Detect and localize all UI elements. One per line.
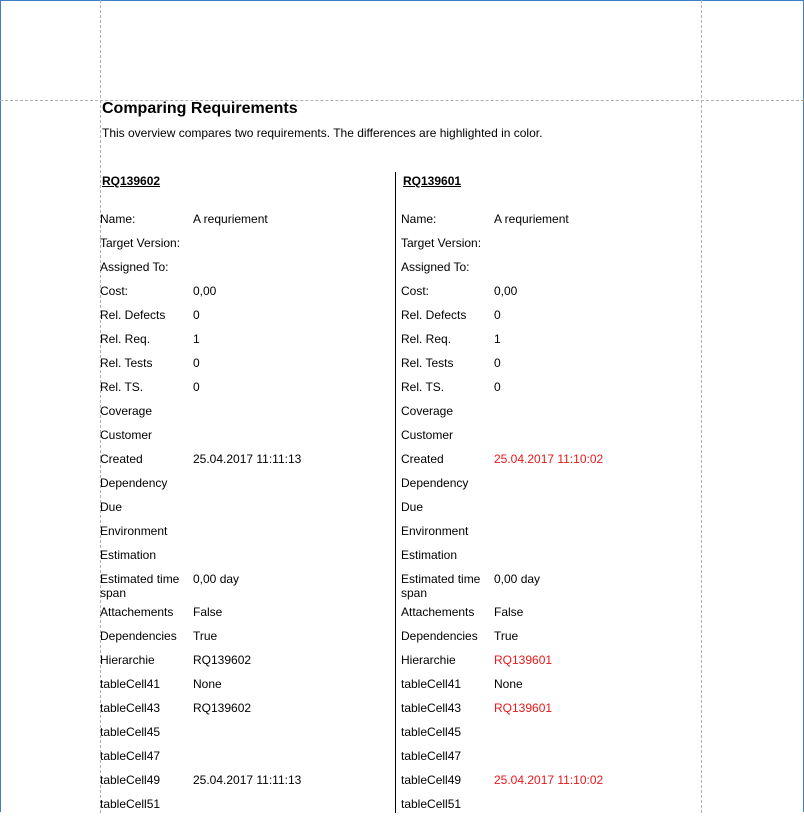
field-row xyxy=(100,279,390,303)
field-label: tableCell47 xyxy=(100,749,161,763)
field-label: tableCell51 xyxy=(100,797,161,811)
field-row xyxy=(100,471,390,495)
field-label: Rel. Req. xyxy=(100,332,151,346)
field-label: Name: xyxy=(401,212,437,226)
field-value: 25.04.2017 11:11:13 xyxy=(193,452,302,466)
field-label: Attachements xyxy=(401,605,475,619)
field-row xyxy=(100,447,390,471)
field-row xyxy=(100,648,390,672)
right-requirement-fields xyxy=(401,207,701,816)
field-label: tableCell49 xyxy=(100,773,161,787)
field-row xyxy=(401,447,701,471)
field-label: Target Version: xyxy=(401,236,482,250)
field-row xyxy=(401,375,701,399)
field-row xyxy=(100,720,390,744)
field-label: Dependencies xyxy=(100,629,177,643)
field-row xyxy=(100,231,390,255)
field-row xyxy=(100,672,390,696)
field-value: 1 xyxy=(494,332,501,346)
field-row xyxy=(100,696,390,720)
field-row xyxy=(401,792,701,816)
field-value: 1 xyxy=(193,332,200,346)
field-label: Due xyxy=(100,500,123,514)
field-row xyxy=(401,768,701,792)
field-row xyxy=(401,327,701,351)
field-row xyxy=(100,543,390,567)
field-label: tableCell45 xyxy=(100,725,161,739)
field-label: Due xyxy=(401,500,424,514)
field-value: 0 xyxy=(494,308,501,322)
field-label: tableCell45 xyxy=(401,725,462,739)
field-label: tableCell41 xyxy=(401,677,462,691)
field-row xyxy=(100,255,390,279)
field-value: None xyxy=(193,677,222,691)
field-label: Cost: xyxy=(401,284,430,298)
field-label: tableCell49 xyxy=(401,773,462,787)
field-label: Dependency xyxy=(100,476,168,490)
field-row xyxy=(100,303,390,327)
page-title: Comparing Requirements xyxy=(102,100,298,117)
field-value: False xyxy=(193,605,223,619)
field-value: False xyxy=(494,605,524,619)
field-row xyxy=(401,744,701,768)
field-row xyxy=(401,279,701,303)
field-row xyxy=(100,519,390,543)
field-value: 25.04.2017 11:10:02 xyxy=(494,452,604,466)
left-requirement-fields xyxy=(100,207,390,816)
field-row xyxy=(100,375,390,399)
field-row xyxy=(401,423,701,447)
field-row xyxy=(401,600,701,624)
field-label: Name: xyxy=(100,212,136,226)
column-divider xyxy=(395,172,396,813)
field-value: 0 xyxy=(193,308,200,322)
field-row xyxy=(401,255,701,279)
field-label: Rel. TS. xyxy=(100,380,144,394)
field-label: tableCell41 xyxy=(100,677,161,691)
field-label: tableCell51 xyxy=(401,797,462,811)
field-row xyxy=(401,351,701,375)
field-label: Created xyxy=(401,452,444,466)
field-label: Coverage xyxy=(100,404,153,418)
field-value: True xyxy=(494,629,519,643)
field-row xyxy=(401,543,701,567)
field-label: Customer xyxy=(401,428,454,442)
field-row xyxy=(401,231,701,255)
field-row xyxy=(401,672,701,696)
field-value: 0 xyxy=(193,356,200,370)
page-subtitle: This overview compares two requirements. The differences are highlighted in color. xyxy=(102,126,543,140)
field-label: Hierarchie xyxy=(401,653,456,667)
field-row xyxy=(100,567,390,600)
field-label: Rel. Defects xyxy=(100,308,166,322)
field-row xyxy=(401,399,701,423)
field-value: 0 xyxy=(193,380,200,394)
field-row xyxy=(100,600,390,624)
field-row xyxy=(401,696,701,720)
field-value: None xyxy=(494,677,523,691)
field-row xyxy=(401,648,701,672)
field-label: Target Version: xyxy=(100,236,181,250)
field-row xyxy=(100,423,390,447)
field-value: 0,00 xyxy=(193,284,217,298)
field-value: 0,00 xyxy=(494,284,518,298)
field-label: Assigned To: xyxy=(401,260,470,274)
field-label: tableCell43 xyxy=(100,701,161,715)
field-label: Environment xyxy=(401,524,469,538)
field-row xyxy=(100,327,390,351)
field-label: Rel. TS. xyxy=(401,380,445,394)
field-value: A requriement xyxy=(193,212,268,226)
field-label: Hierarchie xyxy=(100,653,155,667)
field-row xyxy=(100,399,390,423)
field-label: Estimation xyxy=(100,548,157,562)
right-requirement-id[interactable]: RQ139601 xyxy=(403,174,462,188)
field-value: True xyxy=(193,629,218,643)
field-row xyxy=(100,207,390,231)
field-row xyxy=(401,624,701,648)
field-label: Environment xyxy=(100,524,168,538)
field-label: Customer xyxy=(100,428,153,442)
field-label: Attachements xyxy=(100,605,174,619)
field-row xyxy=(401,519,701,543)
field-row xyxy=(401,495,701,519)
field-row xyxy=(401,207,701,231)
field-label: Dependencies xyxy=(401,629,478,643)
field-value: A requriement xyxy=(494,212,569,226)
field-label: Dependency xyxy=(401,476,469,490)
field-row xyxy=(401,567,701,600)
field-label: Estimation xyxy=(401,548,458,562)
field-value: 0 xyxy=(494,356,501,370)
field-value: 0,00 day xyxy=(494,572,541,586)
field-value: 0 xyxy=(494,380,501,394)
field-row xyxy=(100,792,390,816)
field-row xyxy=(100,744,390,768)
field-label: Rel. Req. xyxy=(401,332,452,346)
field-row xyxy=(401,720,701,744)
field-value: 25.04.2017 11:10:02 xyxy=(494,773,604,787)
field-value: RQ139602 xyxy=(193,701,252,715)
field-value: RQ139602 xyxy=(193,653,252,667)
field-label: tableCell43 xyxy=(401,701,462,715)
field-label: Rel. Tests xyxy=(100,356,153,370)
field-row xyxy=(100,768,390,792)
field-label: Cost: xyxy=(100,284,129,298)
field-row xyxy=(100,495,390,519)
field-value: 0,00 day xyxy=(193,572,240,586)
field-value: 25.04.2017 11:11:13 xyxy=(193,773,302,787)
field-label: Assigned To: xyxy=(100,260,169,274)
field-label: Rel. Tests xyxy=(401,356,454,370)
field-row xyxy=(401,471,701,495)
field-label: Created xyxy=(100,452,143,466)
field-row xyxy=(401,303,701,327)
field-label: Coverage xyxy=(401,404,454,418)
field-label: Rel. Defects xyxy=(401,308,467,322)
left-requirement-id[interactable]: RQ139602 xyxy=(102,174,161,188)
field-label: Estimated time span xyxy=(401,572,481,600)
margin-guide-right xyxy=(701,0,702,813)
field-value: RQ139601 xyxy=(494,653,553,667)
field-label: tableCell47 xyxy=(401,749,462,763)
field-label: Estimated time span xyxy=(100,572,180,600)
field-value: RQ139601 xyxy=(494,701,553,715)
field-row xyxy=(100,624,390,648)
field-row xyxy=(100,351,390,375)
